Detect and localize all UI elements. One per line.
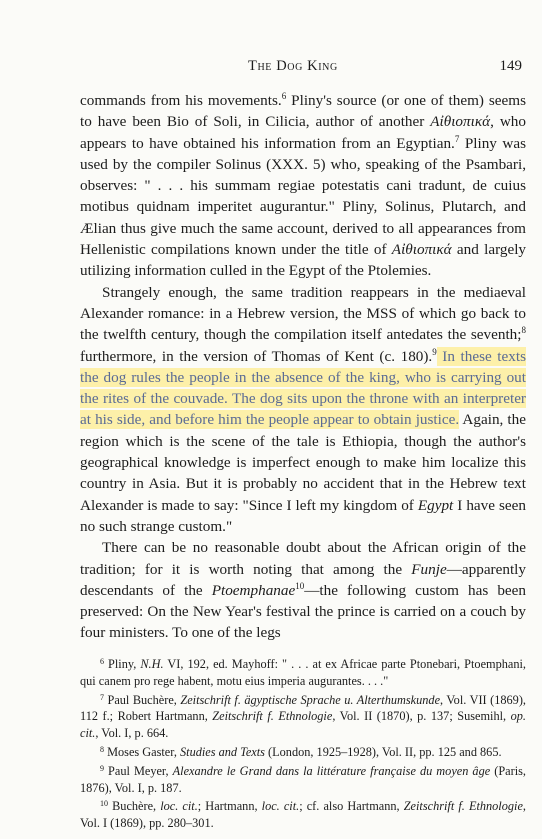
- emphasis-egypt: Egypt: [417, 496, 454, 514]
- footnote-italic: Alexandre le Grand dans la littérature française du moyen âge: [172, 763, 491, 778]
- footnote-ref-10[interactable]: 10: [295, 580, 305, 591]
- footnote-italic: Zeitschrift f. ägyptische Sprache u. Alterthumskunde: [180, 692, 441, 707]
- footnote-number: 8: [100, 744, 104, 754]
- highlighted-passage[interactable]: In these texts the dog rules the people in the absence of the king, who is carrying out the rites of the couvade. The dog sits upon the throne with an interpreter at his side, and before him the people appear to obtain justice.: [80, 347, 526, 429]
- paragraph-3: There can be no reasonable doubt about the African origin of the tradition; for it is worth noting that among the Funje—apparently descendants of the Ptoemphanae$^{10}$—the following custom has been preserved: On the New Year's festival the prince is carried on a couch by four ministers. To one of the legs: [80, 539, 526, 642]
- chapter-title: The Dog King: [248, 58, 338, 74]
- body-text: [80, 90, 526, 644]
- footnote-ref-8[interactable]: 8: [521, 325, 526, 336]
- greek-title: Aἰθιοπικά: [391, 241, 452, 259]
- footnote-9: $^9$ Paul Meyer, Alexandre le Grand dans la littérature française du moyen âge (Paris, 1876), Vol. I, p. 187.: [80, 763, 526, 795]
- footnote-italic: op. cit.: [80, 709, 526, 741]
- footnote-italic: Zeitschrift f. Ethnologie: [212, 709, 333, 724]
- footnote-7: $^7$ Paul Buchère, Zeitschrift f. ägyptische Sprache u. Alterthumskunde, Vol. VII (1869), 112 f.; Robert Hartmann, Zeitschrift f. Ethnologie, Vol. II (1870), p. 137; Susemihl, op. cit., Vol. I, p. 664.: [80, 692, 526, 741]
- footnote-number: 6: [100, 657, 104, 666]
- paragraph-2: Strangely enough, the same tradition reappears in the mediaeval Alexander romance: in a Hebrew version, the MSS of which go back to the twelfth century, though the compilation itself antedates the seventh;$^8$ furthermore, in the version of Thomas of Kent (c. 180).$^9$ In these texts the dog rules the people in the absence of the king, who is carrying out the rites of the couvade. The dog sits upon the throne with an interpreter at his side, and before him the people appear to obtain justice. Again, the region which is the scene of the tale is Ethiopia, though the author's geographical knowledge is imperfect enough to make him localize this country in Asia. But it is probably no accident that in the Hebrew text Alexander is made to say: "Since I left my kingdom of Egypt I have seen no such strange custom.": [80, 283, 526, 535]
- footnote-number: 7: [100, 692, 104, 702]
- footnote-number: 9: [100, 763, 104, 773]
- footnote-italic: N.H.: [140, 657, 164, 671]
- emphasis-ptoemphanae: Ptoemphanae: [211, 581, 296, 599]
- footnotes: [80, 656, 526, 834]
- greek-title: Aἰθιοπικά: [430, 113, 491, 131]
- page-number: 149: [499, 58, 522, 74]
- footnote-ref-7[interactable]: 7: [454, 133, 460, 144]
- footnote-6: $^6$ Pliny, N.H. VI, 192, ed. Mayhoff: " . . . at ex Africae parte Ptonebari, Ptoemphani, qui canem pro rege habent, motu eius imperia augurantes. . . .": [80, 657, 526, 688]
- running-head: [80, 58, 522, 80]
- footnote-italic: Zeitschrift f. Ethnologie: [403, 799, 523, 814]
- footnote-10: $^{10}$ Buchère, loc. cit.; Hartmann, loc. cit.; cf. also Hartmann, Zeitschrift f. Ethnologie, Vol. I (1869), pp. 280–301.: [80, 799, 526, 831]
- footnote-number: 10: [100, 799, 108, 809]
- footnote-8: $^8$ Moses Gaster, Studies and Texts (London, 1925–1928), Vol. II, pp. 125 and 865.: [100, 744, 502, 759]
- footnote-italic: loc. cit.: [160, 799, 198, 814]
- footnote-italic: loc. cit.: [261, 799, 300, 814]
- footnote-ref-9[interactable]: 9: [432, 346, 437, 357]
- emphasis-funje: Funje: [411, 560, 447, 578]
- footnote-ref-6[interactable]: 6: [281, 91, 287, 101]
- footnote-italic: Studies and Texts: [180, 744, 265, 759]
- paragraph-1: commands from his movements.$^6$ Pliny's source (or one of them) seems to have been Bio of Soli, in Cilicia, author of another Aἰθιοπικά, who appears to have obtained his information from an Egyptian.$^7$ Pliny was used by the compiler Solinus (XXX. 5) who, speaking of the Psambari, observes: " . . . his summam regiae potestatis cani tradunt, de cuius motibus quidnam imperitet augurantur." Pliny, Solinus, Plutarch, and Ælian thus give much the same account, derived to all appearances from Hellenistic compilations known under the title of Aἰθιοπικά and largely utilizing information culled in the Egypt of the Ptolemies.: [80, 91, 527, 280]
